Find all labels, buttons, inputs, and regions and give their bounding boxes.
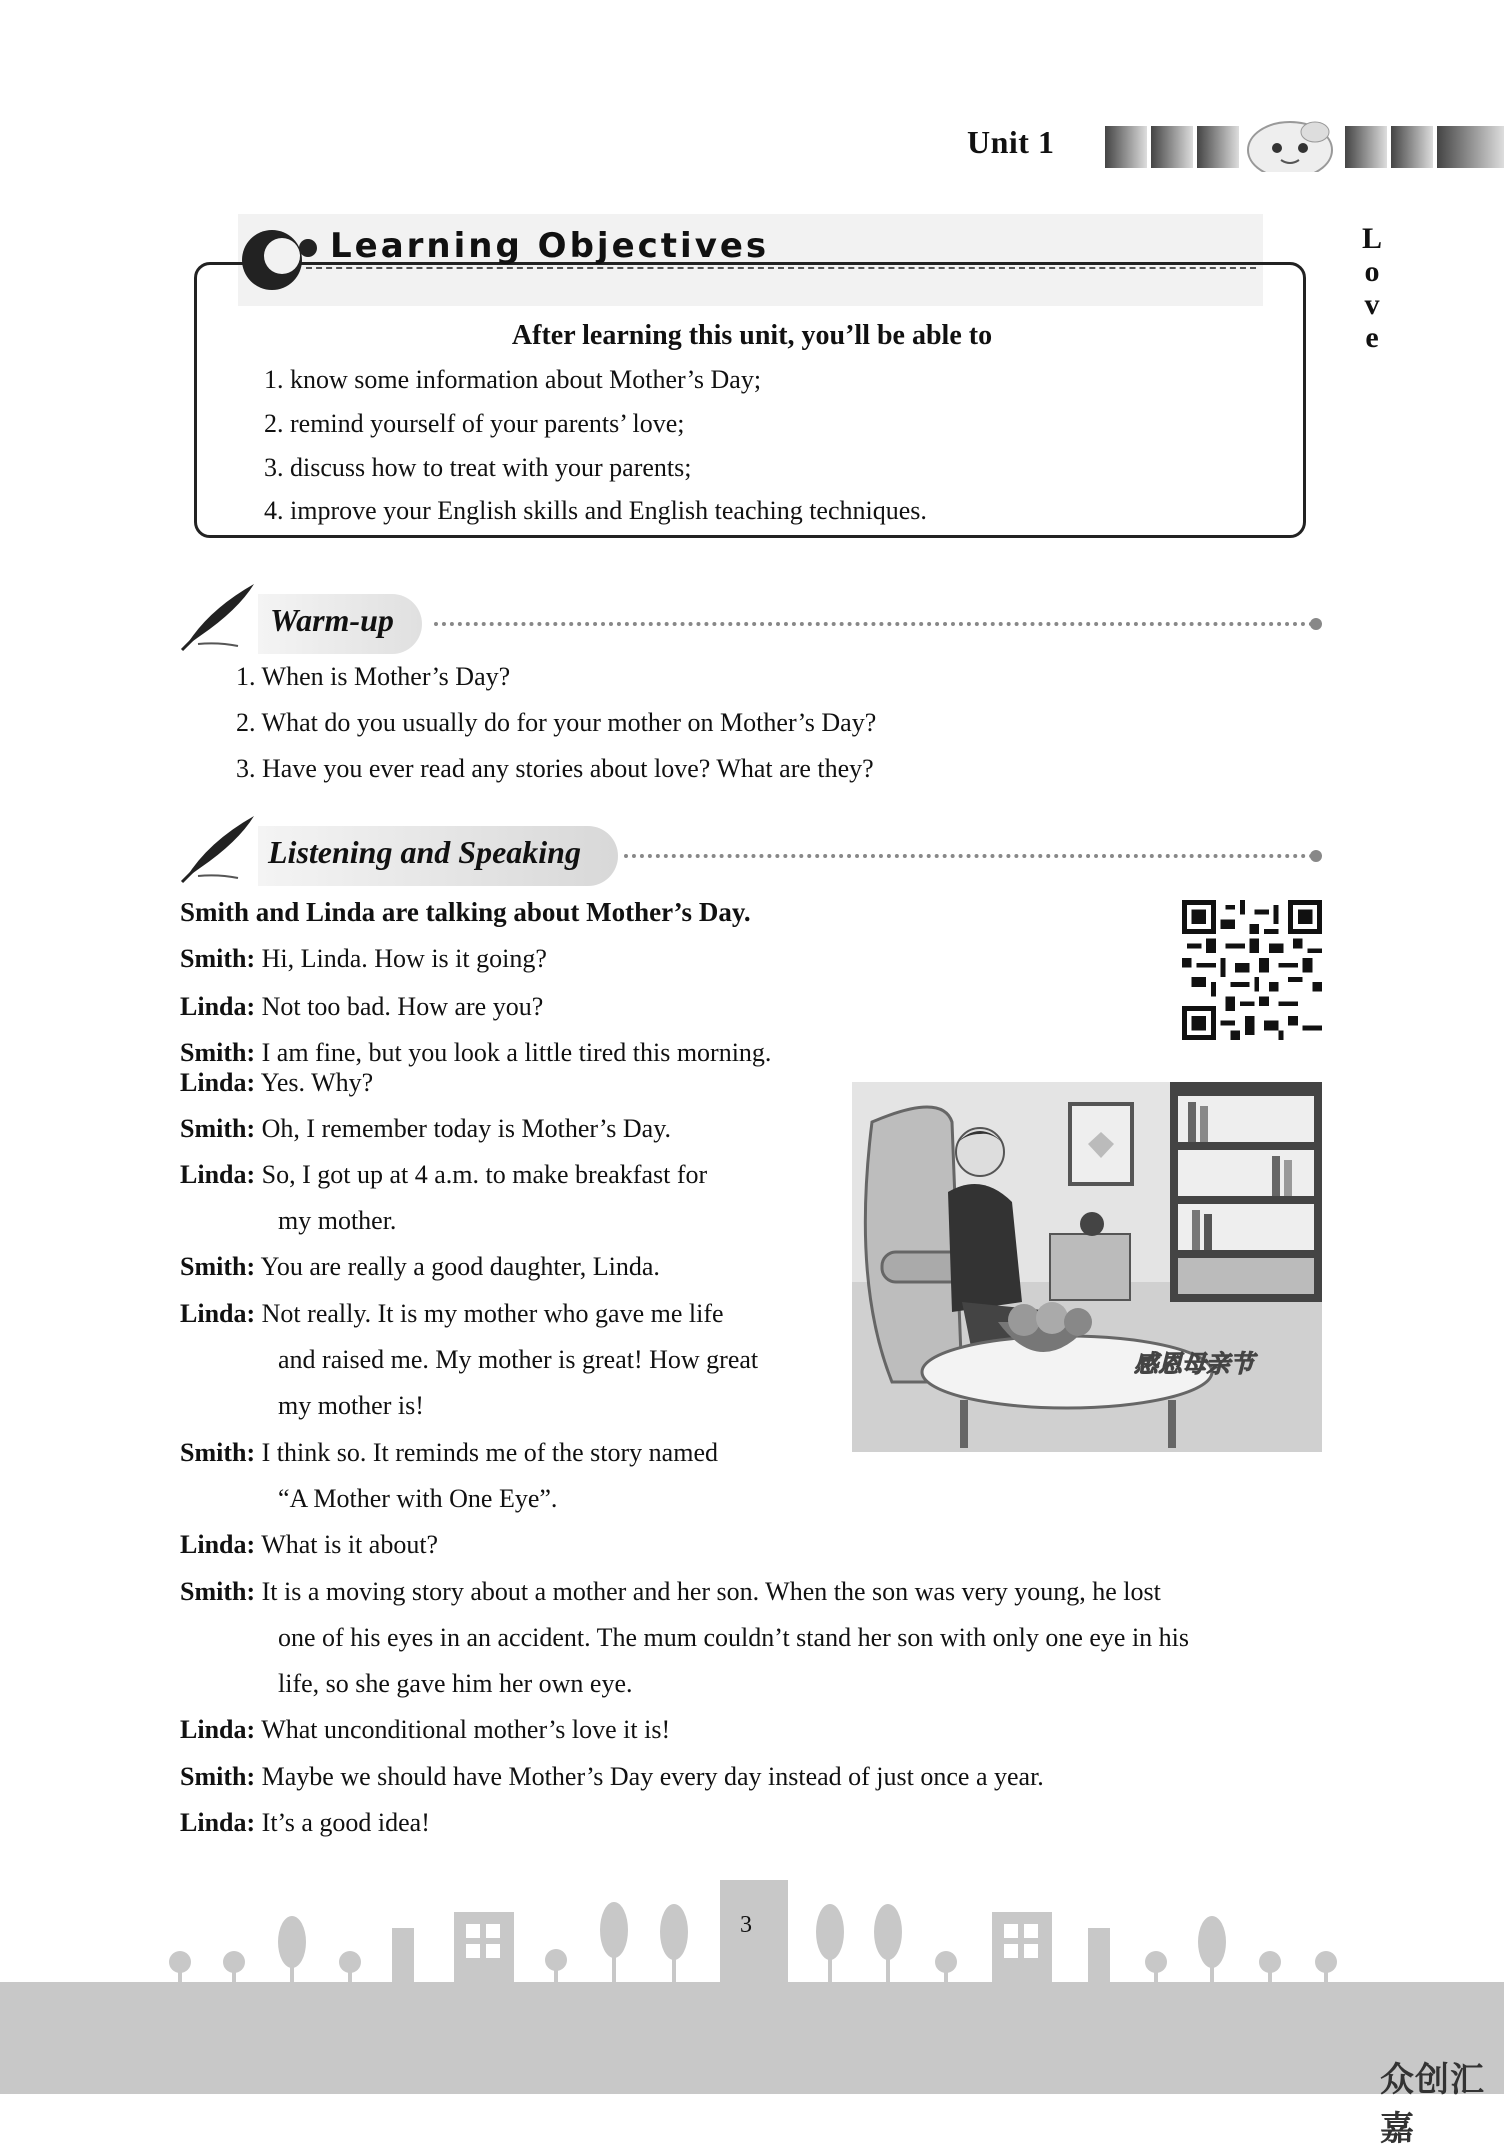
- dialogue-line: Linda: It’s a good idea!: [180, 1808, 430, 1837]
- illustration-caption: 感恩母亲节: [1134, 1350, 1254, 1378]
- warmup-rule-end: [1310, 618, 1322, 630]
- quill-icon: [178, 812, 258, 884]
- objective-item: 3. discuss how to treat with your parents;: [264, 453, 692, 482]
- mothers-day-illustration: [852, 1082, 1322, 1452]
- dialogue-line: Smith: Maybe we should have Mother’s Day every day instead of just once a year.: [180, 1762, 1044, 1791]
- warmup-title: Warm-up: [270, 602, 394, 638]
- dialogue-continuation: and raised me. My mother is great! How great: [278, 1345, 759, 1374]
- warmup-question: 3. Have you ever read any stories about love? What are they?: [236, 754, 874, 783]
- qr-code[interactable]: [1182, 900, 1322, 1040]
- dialogue-continuation: one of his eyes in an accident. The mum couldn’t stand her son with only one eye in his: [278, 1623, 1190, 1652]
- page-number: 3: [740, 1912, 752, 1938]
- footer-skyline: [0, 1870, 1504, 1990]
- header-banner: [1105, 120, 1504, 172]
- objectives-logo-icon: [238, 222, 318, 294]
- warmup-question: 1. When is Mother’s Day?: [236, 662, 511, 691]
- dialogue-continuation: my mother.: [278, 1206, 397, 1235]
- dialogue-line: Smith: I am fine, but you look a little tired this morning.: [180, 1038, 772, 1067]
- dialogue-line: Linda: So, I got up at 4 a.m. to make breakfast for: [180, 1160, 708, 1189]
- listening-rule-end: [1310, 850, 1322, 862]
- listening-title: Listening and Speaking: [268, 834, 581, 870]
- warmup-dotted-rule: [434, 622, 1314, 626]
- dialogue-line: Smith: Hi, Linda. How is it going?: [180, 944, 547, 973]
- dialogue-line: Smith: I think so. It reminds me of the story named: [180, 1438, 718, 1467]
- objective-item: 1. know some information about Mother’s Day;: [264, 365, 762, 394]
- dialogue-line: Linda: Not really. It is my mother who gave me life: [180, 1299, 724, 1328]
- objectives-title: Learning Objectives: [330, 226, 770, 266]
- dialogue-line: Smith: It is a moving story about a mother and her son. When the son was very young, he lost: [180, 1577, 1161, 1606]
- side-word-love: L o v e: [1361, 222, 1382, 354]
- mascot-icon: [1248, 122, 1332, 172]
- dialogue-line: Linda: What is it about?: [180, 1530, 439, 1559]
- unit-label: Unit 1: [967, 124, 1055, 160]
- quill-icon: [178, 580, 258, 652]
- objective-item: 4. improve your English skills and English teaching techniques.: [264, 496, 927, 525]
- dialogue-line: Linda: What unconditional mother’s love it is!: [180, 1715, 671, 1744]
- dialogue-line: Smith: Oh, I remember today is Mother’s Day.: [180, 1114, 672, 1143]
- watermark: 众创汇嘉: [1380, 2060, 1485, 2149]
- dialogue-line: Linda: Not too bad. How are you?: [180, 992, 544, 1021]
- dialogue-continuation: life, so she gave him her own eye.: [278, 1669, 633, 1698]
- objective-item: 2. remind yourself of your parents’ love;: [264, 409, 685, 438]
- warmup-question: 2. What do you usually do for your mother on Mother’s Day?: [236, 708, 877, 737]
- dialogue-continuation: my mother is!: [278, 1391, 424, 1420]
- listening-dotted-rule: [624, 854, 1314, 858]
- dialogue-lead: Smith and Linda are talking about Mother’s Day.: [180, 897, 751, 927]
- dialogue-continuation: “A Mother with One Eye”.: [278, 1484, 558, 1513]
- objectives-intro: After learning this unit, you’ll be able to: [511, 320, 993, 351]
- dialogue-line: Linda: Yes. Why?: [180, 1068, 374, 1097]
- footer-band: [0, 1982, 1504, 2094]
- dialogue-line: Smith: You are really a good daughter, Linda.: [180, 1252, 660, 1281]
- objectives-divider: [306, 267, 1256, 269]
